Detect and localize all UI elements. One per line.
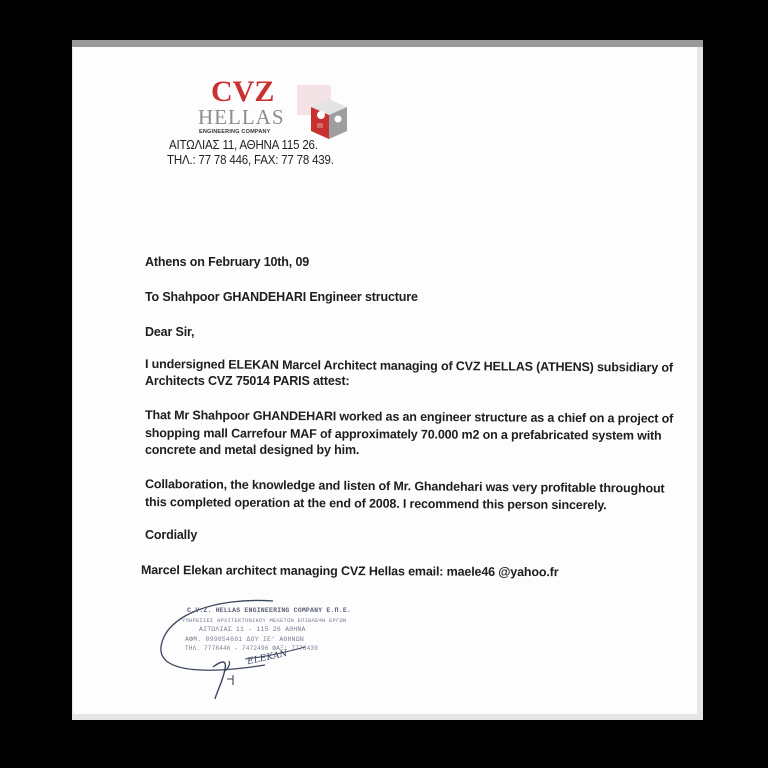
stamp-line-4: ΑΦΜ. 099054691 ΔΟΥ ΙΕ' ΑΘΗΝΩΝ	[185, 636, 304, 643]
signature-line: Marcel Elekan architect managing CVZ Hellas email: maele46 @yahoo.fr	[140, 563, 559, 580]
paragraph-2-line-1: That Mr Shahpoor GHANDEHARI worked as an engineer structure as a chief on a project of	[144, 408, 674, 426]
page-top-edge	[72, 40, 703, 47]
paragraph-2-line-3: concrete and metal designed by him.	[145, 443, 360, 457]
cube-logo-icon	[293, 85, 353, 143]
paragraph-1-line-1: I undersigned ELEKAN Marcel Architect managing of CVZ HELLAS (ATHENS) subsidiary of	[144, 357, 673, 375]
letter-recipient: To Shahpoor GHANDEHARI Engineer structure	[145, 290, 418, 304]
paragraph-1-line-2: Architects CVZ 75014 PARIS attest:	[145, 374, 350, 388]
handwritten-signature: ELEKAN	[246, 648, 289, 668]
document-frame	[72, 40, 703, 720]
stamp-line-1: C.V.Z. HELLAS ENGINEERING COMPANY E.Π.Ε.	[187, 607, 352, 614]
stamp-line-2: ΥΠΗΡΕΣΙΕΣ ΑΡΧΙΤΕΚΤΟΝΙΚΟΥ ΜΕΛΕΤΩΝ ΕΠΙΒΛΕΨΗ ΕΡΓΩΝ	[182, 617, 347, 624]
company-stamp	[155, 595, 355, 705]
letterhead	[165, 77, 375, 167]
letter-page	[73, 47, 697, 714]
company-logo-text: CVZ	[211, 75, 275, 108]
paragraph-2-line-2: shopping mall Carrefour MAF of approximately 70.000 m2 on a prefabricated system with	[144, 426, 662, 443]
company-address: ΑΙΤΩΛΙΑΣ 11, ΑΘΗΝΑ 115 26.	[169, 138, 318, 152]
company-logo-subtext: HELLAS	[198, 105, 285, 129]
company-phone-fax: ΤΗΛ.: 77 78 446, FAX: 77 78 439.	[167, 153, 334, 167]
letter-closing: Cordially	[145, 528, 198, 542]
stamp-line-5: ΤΗΛ. 7778446 - 7472496 ΦΑΞ: 7778439	[185, 645, 319, 652]
paragraph-3-line-2: this completed operation at the end of 2008. I recommend this person sincerely.	[144, 495, 607, 513]
letter-date: Athens on February 10th, 09	[145, 255, 310, 269]
paragraph-3-line-1: Collaboration, the knowledge and listen of Mr. Ghandehari was very profitable throughout	[144, 477, 665, 496]
letter-salutation: Dear Sir,	[145, 325, 195, 339]
company-tagline: ENGINEERING COMPANY	[199, 129, 271, 135]
stamp-line-3: ΑΙΤΩΛΙΑΣ 11 - 115 26 ΑΘΗΝΑ	[199, 626, 306, 633]
